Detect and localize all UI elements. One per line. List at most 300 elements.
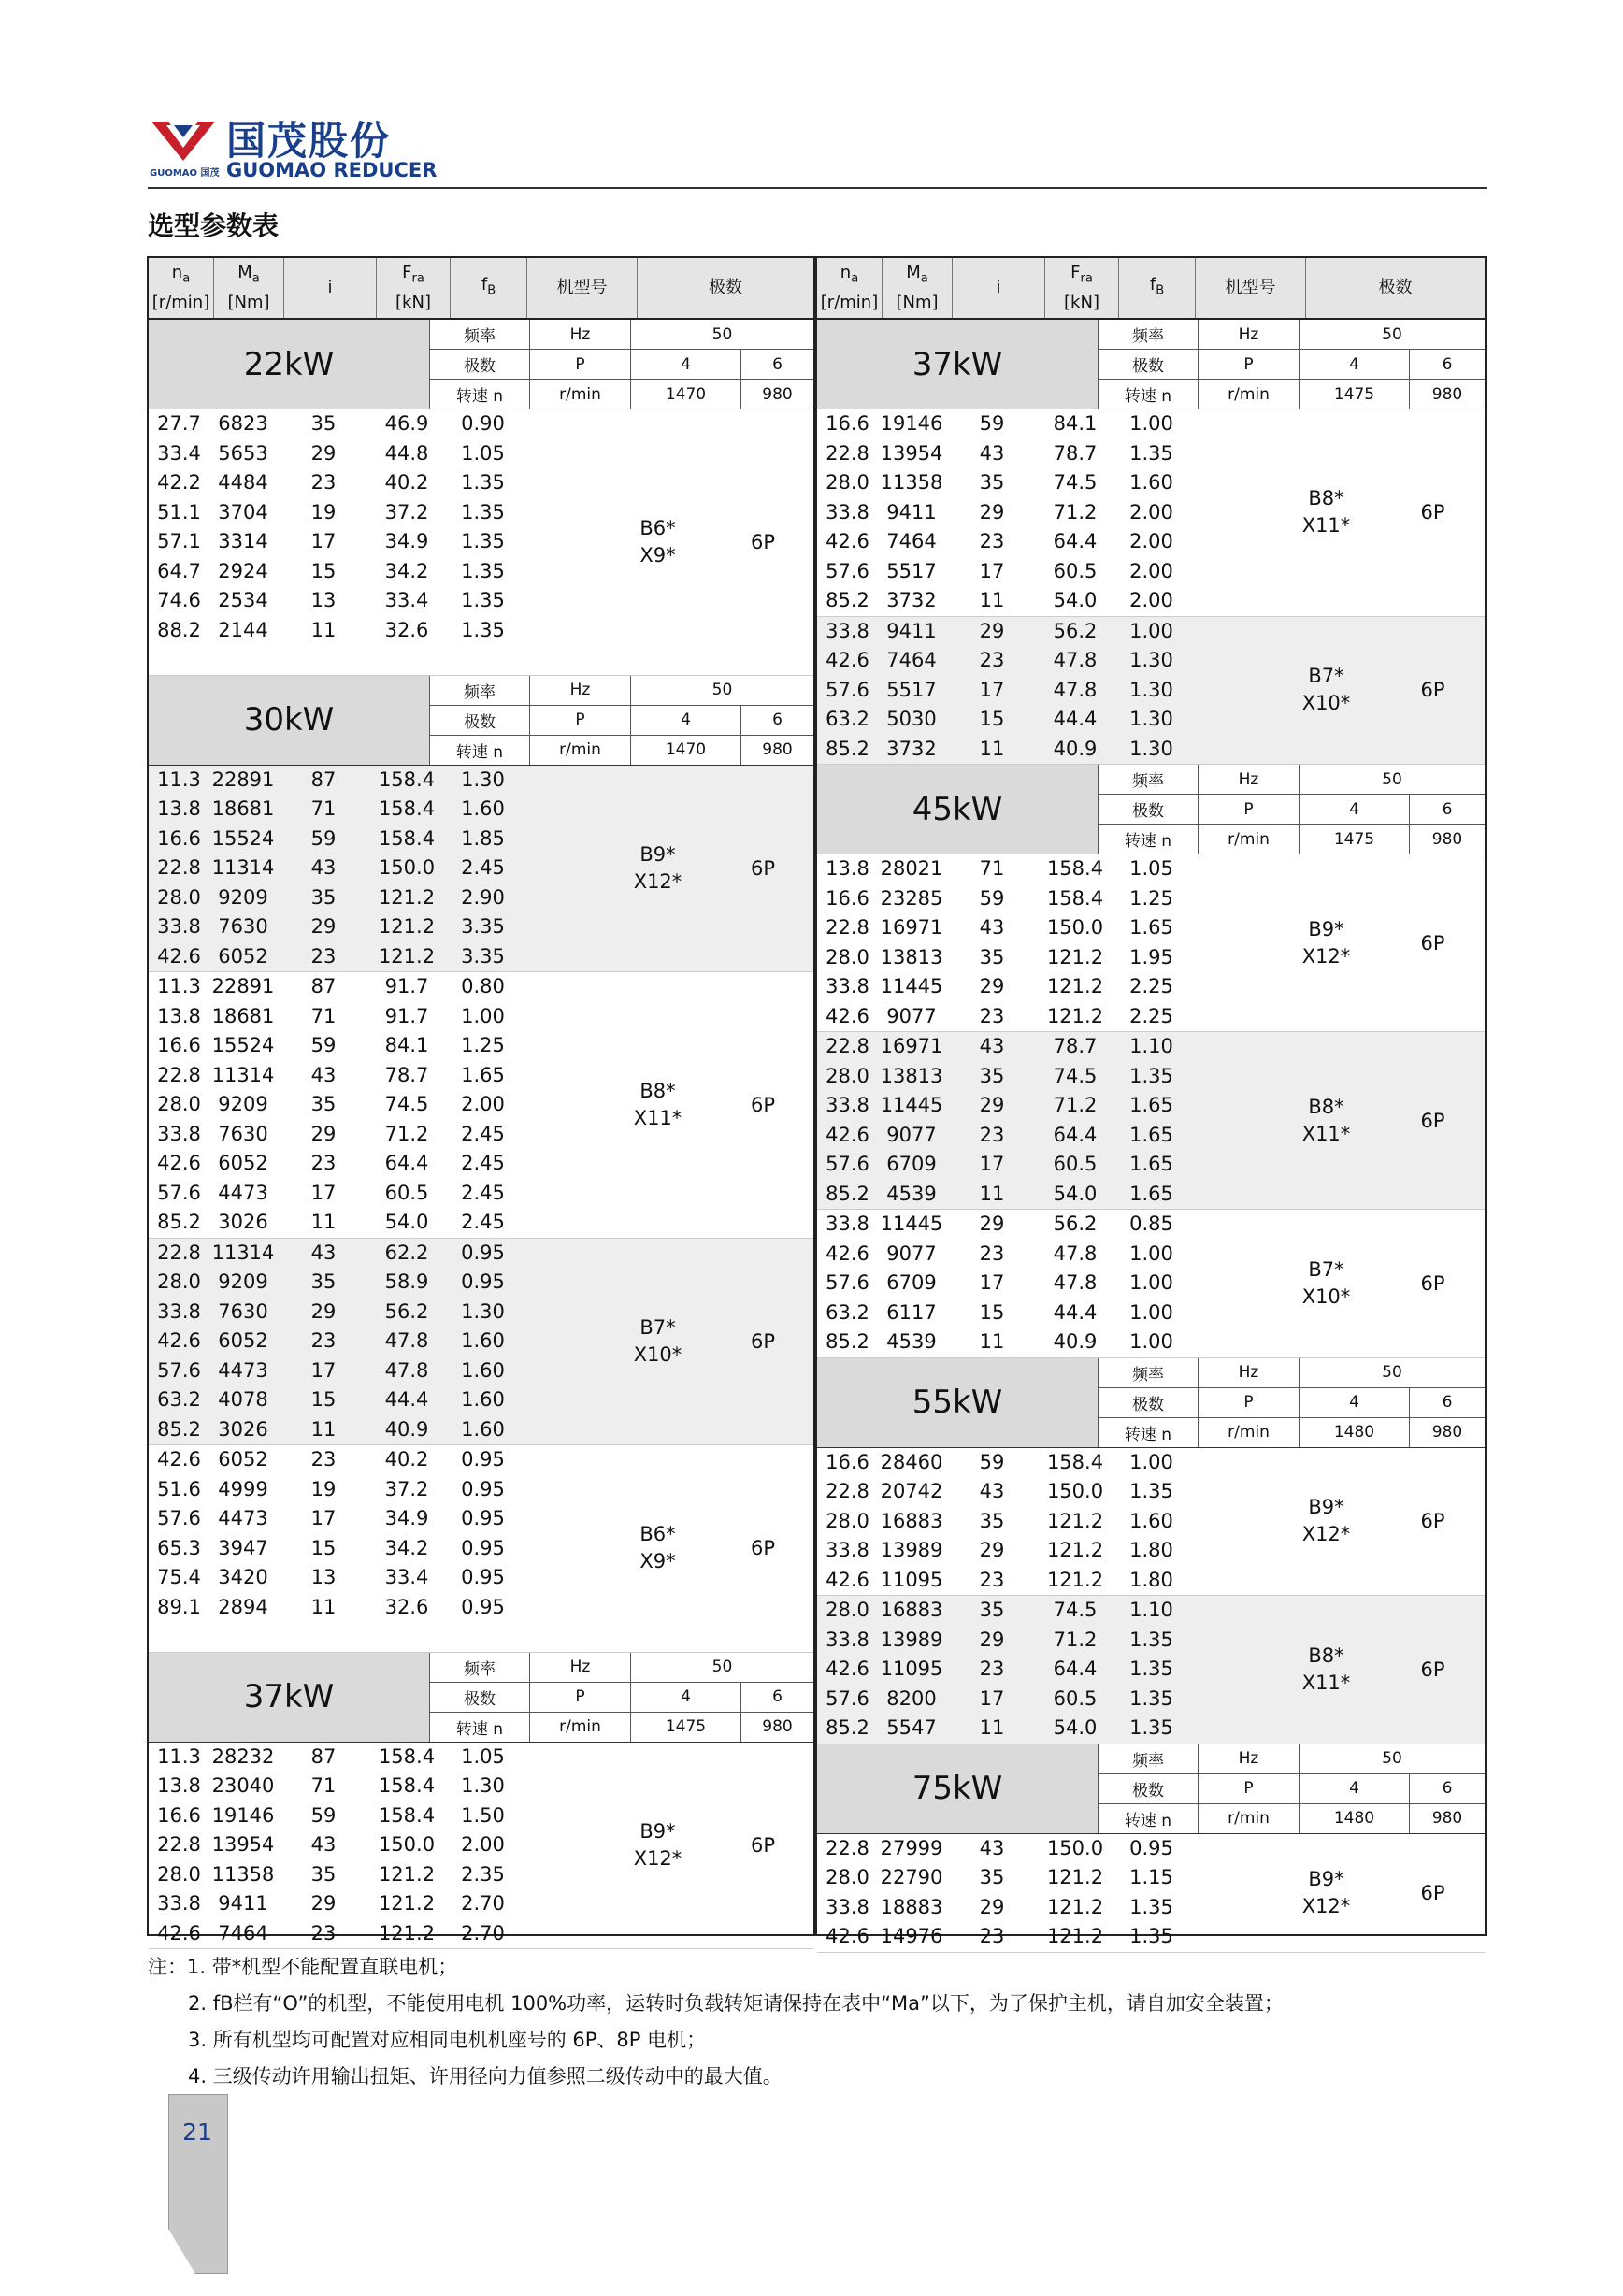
cell-na: 22.8 bbox=[826, 916, 869, 939]
param-value: 6 bbox=[1442, 1779, 1453, 1798]
header-ma-subscript: a bbox=[920, 271, 928, 286]
param-unit: Hz bbox=[530, 676, 631, 705]
cell-fra: 121.2 bbox=[1046, 1866, 1104, 1888]
table-row bbox=[817, 586, 1271, 616]
cell-fra: 47.8 bbox=[1053, 649, 1098, 671]
cell-fb: 1.80 bbox=[1129, 1568, 1173, 1591]
cell-fb: 1.60 bbox=[461, 1358, 505, 1382]
table-row bbox=[817, 1596, 1271, 1626]
table-row bbox=[149, 439, 603, 469]
cell-fra: 121.2 bbox=[1046, 1568, 1104, 1591]
cell-ma: 9411 bbox=[886, 619, 937, 642]
cell-ma: 3026 bbox=[218, 1417, 268, 1441]
cell-fra: 121.2 bbox=[378, 915, 436, 938]
model-code: B8* X11* bbox=[633, 1079, 682, 1129]
cell-i: 17 bbox=[979, 559, 1005, 582]
cell-i: 17 bbox=[979, 678, 1005, 701]
cell-i: 19 bbox=[310, 1477, 337, 1500]
cell-na: 42.6 bbox=[826, 1004, 869, 1027]
param-label: 极数 bbox=[1099, 1388, 1199, 1417]
cell-fb: 0.90 bbox=[461, 412, 505, 435]
param-table bbox=[1099, 320, 1485, 409]
cell-fra: 60.5 bbox=[1053, 1686, 1098, 1710]
table-row bbox=[149, 1415, 603, 1445]
table-row bbox=[817, 1655, 1271, 1685]
table-row bbox=[149, 766, 603, 796]
cell-ma: 9411 bbox=[218, 1892, 268, 1915]
cell-i: 29 bbox=[310, 1892, 337, 1915]
cell-i: 23 bbox=[979, 1568, 1005, 1591]
model-group bbox=[817, 1596, 1485, 1744]
cell-ma: 5517 bbox=[886, 678, 937, 701]
cell-fb: 0.95 bbox=[461, 1536, 505, 1559]
cell-na: 57.1 bbox=[157, 530, 201, 552]
cell-i: 17 bbox=[310, 530, 337, 552]
cell-i: 15 bbox=[979, 708, 1005, 730]
param-unit: r/min bbox=[1199, 1804, 1300, 1833]
cell-ma bbox=[209, 645, 277, 675]
cell-na: 42.6 bbox=[157, 1921, 201, 1944]
cell-i: 23 bbox=[979, 1241, 1005, 1265]
cell-fb: 2.45 bbox=[461, 1211, 505, 1233]
cell-ma: 15524 bbox=[211, 826, 275, 850]
table-row bbox=[817, 1032, 1271, 1062]
param-value: 6 bbox=[772, 354, 783, 374]
cell-fra: 44.4 bbox=[384, 1388, 429, 1411]
pole-count: 6P bbox=[750, 1537, 776, 1560]
cell-ma: 28021 bbox=[880, 857, 943, 880]
param-value: 980 bbox=[1431, 1809, 1463, 1828]
cell-i: 11 bbox=[310, 1211, 337, 1233]
cell-na: 33.8 bbox=[826, 1539, 869, 1561]
cell-fb: 1.00 bbox=[1129, 1330, 1173, 1353]
cell-fra: 150.0 bbox=[1046, 1480, 1104, 1502]
cell-fra: 32.6 bbox=[384, 618, 429, 641]
cell-ma: 19146 bbox=[880, 412, 943, 435]
cell-na: 42.6 bbox=[826, 1568, 869, 1591]
cell-na: 13.8 bbox=[826, 857, 869, 880]
cell-na: 11.3 bbox=[157, 975, 201, 997]
cell-fb: 2.90 bbox=[461, 885, 505, 909]
cell-ma: 11095 bbox=[880, 1568, 943, 1591]
table-row bbox=[149, 1179, 603, 1209]
cell-fra: 64.4 bbox=[1053, 1657, 1098, 1680]
cell-fra: 47.8 bbox=[384, 1329, 429, 1352]
header-fra-unit: [kN] bbox=[395, 293, 431, 313]
cell-fra: 78.7 bbox=[1053, 441, 1098, 465]
header-ma-symbol: $M_a$ bbox=[906, 262, 928, 286]
param-value: 50 bbox=[711, 324, 733, 344]
group-rows bbox=[817, 854, 1271, 1031]
cell-fb: 2.25 bbox=[1129, 1004, 1173, 1027]
cell-fra: 74.5 bbox=[1053, 1064, 1098, 1087]
cell-ma: 11095 bbox=[880, 1657, 943, 1680]
cell-ma: 7630 bbox=[218, 915, 268, 938]
param-value: 6 bbox=[772, 710, 783, 729]
param-label: 转速 n bbox=[1099, 380, 1199, 409]
table-row bbox=[149, 795, 603, 825]
table-row bbox=[817, 1922, 1271, 1952]
param-unit: Hz bbox=[530, 320, 631, 349]
param-value: 980 bbox=[1431, 1423, 1463, 1442]
header-na bbox=[149, 258, 214, 318]
table-row bbox=[817, 735, 1271, 765]
cell-na: 16.6 bbox=[157, 1803, 201, 1827]
param-value: 1480 bbox=[1300, 1804, 1410, 1833]
param-value: 1470 bbox=[631, 380, 741, 409]
cell-ma: 4473 bbox=[218, 1181, 268, 1204]
cell-na: 64.7 bbox=[157, 559, 201, 582]
cell-i: 87 bbox=[310, 1744, 337, 1768]
cell-i bbox=[277, 1622, 370, 1652]
cell-fb: 1.35 bbox=[1129, 1925, 1173, 1947]
cell-fb: 1.60 bbox=[1129, 471, 1173, 494]
model-group bbox=[149, 972, 813, 1239]
cell-na: 22.8 bbox=[826, 1836, 869, 1859]
cell-na: 16.6 bbox=[826, 1450, 869, 1473]
cell-ma: 18681 bbox=[211, 1004, 275, 1027]
cell-fra: 33.4 bbox=[384, 589, 429, 611]
param-value: 6 bbox=[1442, 354, 1453, 374]
note-3: 3. 所有机型均可配置对应相同电机机座号的 6P、8P 电机； bbox=[188, 2029, 707, 2051]
cell-fb: 1.60 bbox=[461, 1388, 505, 1411]
cell-ma: 7630 bbox=[218, 1122, 268, 1145]
table-row bbox=[149, 1239, 603, 1269]
header-na-unit: [r/min] bbox=[151, 293, 210, 313]
param-value: 980 bbox=[762, 740, 793, 759]
cell-fra: 58.9 bbox=[384, 1270, 429, 1293]
cell-na: 28.0 bbox=[826, 1064, 869, 1087]
cell-ma: 15524 bbox=[211, 1034, 275, 1056]
cell-fra: 32.6 bbox=[384, 1595, 429, 1618]
power-caption bbox=[149, 676, 813, 766]
table-row bbox=[149, 1385, 603, 1415]
cell-ma: 16883 bbox=[880, 1599, 943, 1621]
cell-i: 17 bbox=[979, 1153, 1005, 1175]
cell-fb: 1.30 bbox=[461, 1299, 505, 1323]
cell-na: 28.0 bbox=[157, 1270, 201, 1293]
cell-i: 35 bbox=[310, 1862, 337, 1886]
model-code: B8* X11* bbox=[1301, 1095, 1351, 1145]
cell-fb: 1.65 bbox=[1129, 1182, 1173, 1205]
param-value: 1475 bbox=[1300, 825, 1410, 854]
cell-i: 11 bbox=[979, 1716, 1005, 1739]
table-row bbox=[149, 854, 603, 883]
power-caption bbox=[817, 1358, 1485, 1448]
cell-fra: 78.7 bbox=[384, 1063, 429, 1086]
param-value: 50 bbox=[1382, 1749, 1402, 1768]
cell-fra: 84.1 bbox=[384, 1034, 429, 1056]
pole-count: 6P bbox=[1420, 1271, 1445, 1295]
model-code: B6* X9* bbox=[639, 1523, 676, 1573]
cell-ma: 2924 bbox=[218, 559, 268, 582]
cell-ma: 2534 bbox=[218, 589, 268, 611]
cell-na bbox=[149, 1622, 209, 1652]
cell-fra: 121.2 bbox=[1046, 975, 1104, 997]
cell-i: 11 bbox=[979, 589, 1005, 611]
group-rows bbox=[149, 766, 603, 972]
cell-i: 35 bbox=[979, 1599, 1005, 1621]
cell-ma: 6052 bbox=[218, 1329, 268, 1352]
table-row bbox=[817, 884, 1271, 914]
table-row bbox=[149, 1002, 603, 1032]
header-fra-symbol: $F_{ra}$ bbox=[1070, 262, 1093, 286]
header-fra bbox=[377, 258, 451, 318]
group-rows bbox=[817, 1834, 1271, 1952]
cell-na: 85.2 bbox=[157, 1417, 201, 1441]
power-rating: 30kW bbox=[149, 676, 430, 765]
param-row-frequency bbox=[1099, 1358, 1485, 1388]
table-row bbox=[149, 1534, 603, 1564]
cell-i: 23 bbox=[979, 1004, 1005, 1027]
cell-fra: 47.8 bbox=[1053, 1271, 1098, 1294]
cell-fra: 158.4 bbox=[378, 1774, 436, 1797]
model-group bbox=[149, 766, 813, 973]
cell-fb: 1.35 bbox=[461, 530, 505, 552]
cell-ma: 4484 bbox=[218, 471, 268, 494]
cell-fra: 44.8 bbox=[384, 441, 429, 465]
header-fra bbox=[1045, 258, 1119, 318]
param-value: 50 bbox=[1382, 769, 1402, 789]
notes bbox=[148, 1949, 1284, 2095]
cell-i: 43 bbox=[979, 441, 1005, 465]
cell-na: 33.8 bbox=[826, 1213, 869, 1235]
cell-i: 43 bbox=[979, 1035, 1005, 1057]
cell-fb: 1.00 bbox=[1129, 412, 1173, 435]
table-row bbox=[817, 1121, 1271, 1151]
model-group bbox=[817, 409, 1485, 617]
param-row-poles bbox=[430, 350, 813, 380]
cell-fb: 1.60 bbox=[461, 797, 505, 820]
param-row-poles bbox=[1099, 795, 1485, 825]
cell-i: 87 bbox=[310, 975, 337, 997]
param-label: 转速 n bbox=[1099, 1804, 1199, 1833]
cell-fb: 2.00 bbox=[461, 1093, 505, 1115]
cell-fb: 1.65 bbox=[461, 1063, 505, 1086]
param-unit: r/min bbox=[1199, 380, 1300, 409]
cell-i: 35 bbox=[310, 1093, 337, 1115]
cell-na: 85.2 bbox=[826, 1330, 869, 1353]
cell-ma: 16883 bbox=[880, 1509, 943, 1532]
table-row bbox=[149, 1061, 603, 1091]
cell-fra: 91.7 bbox=[384, 975, 429, 997]
power-rating: 55kW bbox=[817, 1358, 1099, 1447]
cell-fb: 1.85 bbox=[461, 826, 505, 850]
cell-fb: 1.50 bbox=[461, 1803, 505, 1827]
header-na-subscript: a bbox=[851, 271, 859, 286]
cell-ma: 4539 bbox=[886, 1330, 937, 1353]
table-row bbox=[817, 439, 1271, 469]
cell-fb: 2.00 bbox=[461, 1833, 505, 1856]
cell-i: 59 bbox=[310, 826, 337, 850]
cell-fb: 1.15 bbox=[1129, 1866, 1173, 1888]
param-value: 4 bbox=[1300, 795, 1410, 824]
cell-na: 89.1 bbox=[157, 1595, 201, 1618]
cell-ma: 22891 bbox=[211, 768, 275, 791]
header-ma-symbol: $M_a$ bbox=[237, 262, 260, 286]
group-rows bbox=[149, 972, 603, 1238]
cell-ma: 4473 bbox=[218, 1358, 268, 1382]
cell-fra: 54.0 bbox=[1053, 1716, 1098, 1739]
cell-ma: 9209 bbox=[218, 1270, 268, 1293]
cell-na: 28.0 bbox=[826, 1866, 869, 1888]
cell-ma: 13813 bbox=[880, 945, 943, 969]
cell-na: 74.6 bbox=[157, 589, 201, 611]
cell-i: 19 bbox=[310, 500, 337, 524]
cell-fb: 2.25 bbox=[1129, 975, 1173, 997]
param-label: 转速 n bbox=[1099, 825, 1199, 854]
cell-na: 22.8 bbox=[826, 1035, 869, 1057]
table-row bbox=[817, 1269, 1271, 1299]
cell-na: 33.8 bbox=[826, 1895, 869, 1918]
cell-i: 11 bbox=[979, 1330, 1005, 1353]
param-label: 极数 bbox=[1099, 1774, 1199, 1803]
cell-ma: 5547 bbox=[886, 1716, 937, 1739]
table-row bbox=[817, 468, 1271, 498]
cell-fb: 1.30 bbox=[461, 1774, 505, 1797]
cell-fb: 2.00 bbox=[1129, 530, 1173, 552]
cell-na: 42.6 bbox=[826, 649, 869, 671]
cell-i: 71 bbox=[310, 1004, 337, 1027]
cell-na: 11.3 bbox=[157, 1744, 201, 1768]
table-row bbox=[149, 1889, 603, 1919]
cell-na: 57.6 bbox=[826, 678, 869, 701]
cell-fb: 1.65 bbox=[1129, 1123, 1173, 1146]
header-fb-symbol: $f_B$ bbox=[1149, 274, 1165, 298]
cell-na: 28.0 bbox=[826, 1509, 869, 1532]
cell-fra: 150.0 bbox=[378, 856, 436, 879]
power-caption bbox=[149, 1653, 813, 1743]
cell-i: 29 bbox=[979, 1539, 1005, 1561]
cell-fb bbox=[443, 645, 523, 675]
note-1: 注：1. 带*机型不能配置直联电机； bbox=[148, 1956, 458, 1978]
param-row-speed bbox=[1099, 1418, 1485, 1447]
cell-ma: 14976 bbox=[880, 1925, 943, 1947]
table-row bbox=[817, 913, 1271, 943]
cell-na: 65.3 bbox=[157, 1536, 201, 1559]
cell-ma: 23285 bbox=[880, 886, 943, 910]
table-row bbox=[149, 1356, 603, 1386]
cell-i: 71 bbox=[310, 1774, 337, 1797]
cell-fra: 158.4 bbox=[378, 768, 436, 791]
cell-ma: 18883 bbox=[880, 1895, 943, 1918]
cell-fb: 2.35 bbox=[461, 1862, 505, 1886]
cell-ma: 6823 bbox=[218, 412, 268, 435]
cell-na: 85.2 bbox=[157, 1211, 201, 1233]
cell-ma: 11445 bbox=[880, 1213, 943, 1235]
cell-na: 63.2 bbox=[826, 708, 869, 730]
table-row bbox=[149, 972, 603, 1002]
cell-na: 33.8 bbox=[157, 1299, 201, 1323]
power-rating: 37kW bbox=[149, 1653, 430, 1742]
pole-count: 6P bbox=[1420, 931, 1445, 954]
model-group bbox=[817, 617, 1485, 766]
cell-fra: 121.2 bbox=[378, 1921, 436, 1944]
param-value: 4 bbox=[1300, 350, 1410, 379]
table-row bbox=[817, 1091, 1271, 1121]
cell-fb: 2.45 bbox=[461, 1122, 505, 1145]
cell-ma: 19146 bbox=[211, 1803, 275, 1827]
cell-i: 59 bbox=[979, 1450, 1005, 1473]
cell-na: 51.1 bbox=[157, 500, 201, 524]
param-row-frequency bbox=[430, 1653, 813, 1683]
cell-na: 33.8 bbox=[157, 1892, 201, 1915]
cell-ma: 22790 bbox=[880, 1866, 943, 1888]
cell-ma: 11358 bbox=[880, 471, 943, 494]
header-fb-symbol: $f_B$ bbox=[481, 274, 496, 298]
table-row bbox=[817, 1685, 1271, 1715]
table-row bbox=[817, 972, 1271, 1002]
cell-na: 33.8 bbox=[826, 619, 869, 642]
cell-fra: 37.2 bbox=[384, 500, 429, 524]
cell-fra: 64.4 bbox=[1053, 1123, 1098, 1146]
cell-na: 42.6 bbox=[157, 1329, 201, 1352]
cell-fra: 121.2 bbox=[1046, 1539, 1104, 1561]
table-row bbox=[149, 1801, 603, 1831]
header-poles: 极数 bbox=[709, 278, 742, 297]
header-fb-subscript: B bbox=[487, 283, 496, 298]
cell-na: 42.2 bbox=[157, 471, 201, 494]
table-row bbox=[817, 1210, 1271, 1240]
cell-fra: 158.4 bbox=[378, 1744, 436, 1768]
cell-fb: 1.00 bbox=[1129, 619, 1173, 642]
cell-fra: 34.9 bbox=[384, 530, 429, 552]
cell-fb: 1.10 bbox=[1129, 1035, 1173, 1057]
param-table bbox=[430, 1653, 813, 1742]
cell-na: 63.2 bbox=[826, 1300, 869, 1324]
cell-ma: 6052 bbox=[218, 1448, 268, 1471]
cell-na: 51.6 bbox=[157, 1477, 201, 1500]
param-table bbox=[1099, 1358, 1485, 1447]
cell-i: 23 bbox=[979, 1657, 1005, 1680]
cell-na: 22.8 bbox=[157, 1833, 201, 1856]
param-row-poles bbox=[430, 706, 813, 736]
group-rows bbox=[149, 409, 603, 675]
model-code: B8* X11* bbox=[1301, 1643, 1351, 1694]
power-caption bbox=[817, 320, 1485, 409]
cell-fra: 46.9 bbox=[384, 412, 429, 435]
header-fb bbox=[451, 258, 527, 318]
pole-count: 6P bbox=[1420, 1109, 1445, 1132]
cell-fra: 71.2 bbox=[1053, 500, 1098, 524]
param-value: 4 bbox=[1300, 1774, 1410, 1803]
cell-i: 23 bbox=[979, 649, 1005, 671]
cell-i bbox=[277, 645, 370, 675]
cell-i: 29 bbox=[979, 975, 1005, 997]
param-label: 极数 bbox=[430, 350, 530, 379]
param-row-frequency bbox=[1099, 1744, 1485, 1774]
cell-na: 13.8 bbox=[157, 1004, 201, 1027]
param-table bbox=[430, 676, 813, 765]
param-label: 转速 n bbox=[1099, 1418, 1199, 1447]
cell-na: 42.6 bbox=[826, 1241, 869, 1265]
cell-fb: 1.05 bbox=[461, 441, 505, 465]
cell-fb: 1.35 bbox=[461, 618, 505, 641]
param-value: 980 bbox=[762, 384, 793, 404]
param-row-frequency bbox=[1099, 765, 1485, 795]
table-row bbox=[817, 1180, 1271, 1210]
model-code: B6* X9* bbox=[639, 516, 676, 567]
cell-i: 23 bbox=[310, 1329, 337, 1352]
table-row bbox=[817, 705, 1271, 735]
table-row bbox=[149, 1149, 603, 1179]
cell-fra: 121.2 bbox=[1046, 1509, 1104, 1532]
model-group bbox=[817, 1032, 1485, 1210]
power-rating: 22kW bbox=[149, 320, 430, 409]
table-row bbox=[149, 1090, 603, 1120]
cell-fra: 121.2 bbox=[378, 944, 436, 968]
cell-ma: 3947 bbox=[218, 1536, 268, 1559]
